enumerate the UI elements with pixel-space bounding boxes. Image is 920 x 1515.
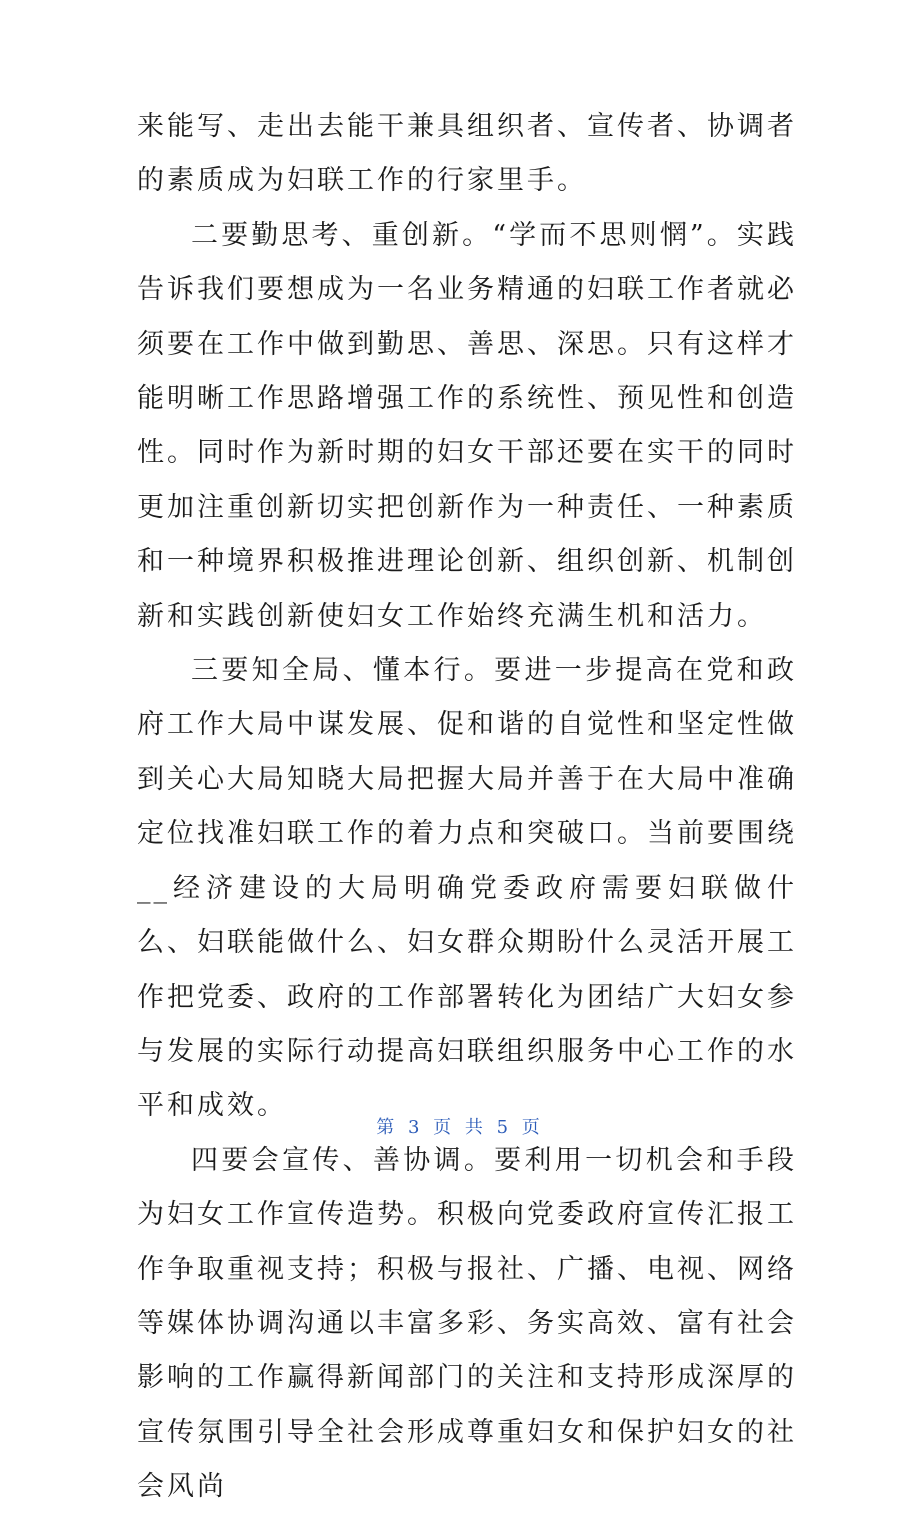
paragraph-publicity: 四要会宣传、善协调。要利用一切机会和手段为妇女工作宣传造势。积极向党委政府宣传汇报工作争取重视支持；积极与报社、广播、电视、网络等媒体协调沟通以丰富多彩、务实高效、富有社会影响的工作赢得新闻部门的关注和支持形成深厚的宣传氛围引导全社会形成尊重妇女和保护妇女的社会风尚	[137, 1144, 797, 1503]
paragraph-overall-situation: 三要知全局、懂本行。要进一步提高在党和政府工作大局中谋发展、促和谐的自觉性和坚定性做到关心大局知晓大局把握大局并善于在大局中准确定位找准妇联工作的着力点和突破口。当前要围绕__经济建设的大局明确党委政府需要妇联做什么、妇联能做什么、妇女群众期盼什么灵活开展工作把党委、政府的工作部署转化为团结广大妇女参与发展的实际行动提高妇联组织服务中心工作的水平和成效。	[137, 655, 797, 1122]
document-body	[137, 100, 797, 1515]
page-number-footer: 第 3 页 共 5 页	[376, 1117, 544, 1138]
paragraph-innovation: 二要勤思考、重创新。“学而不思则惘”。实践告诉我们要想成为一名业务精通的妇联工作者就必须要在工作中做到勤思、善思、深思。只有这样才能明晰工作思路增强工作的系统性、预见性和创造性。同时作为新时期的妇女干部还要在实干的同时更加注重创新切实把创新作为一种责任、一种素质和一种境界积极推进理论创新、组织创新、机制创新和实践创新使妇女工作始终充满生机和活力。	[137, 219, 797, 632]
paragraph-continuation: 来能写、走出去能干兼具组织者、宣传者、协调者的素质成为妇联工作的行家里手。	[137, 111, 797, 197]
